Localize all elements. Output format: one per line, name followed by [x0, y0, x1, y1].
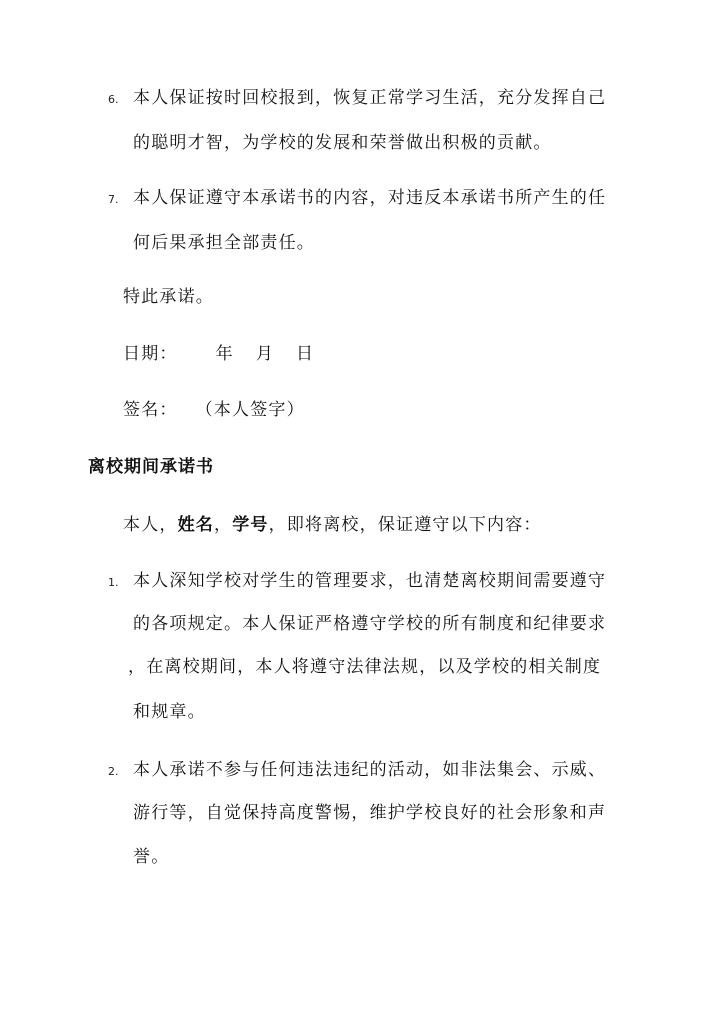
item6-line2: 的聪明才智，为学校的发展和荣誉做出积极的贡献。	[133, 133, 552, 153]
item1-line2: 的各项规定。本人保证严格遵守学校的所有制度和纪律要求	[133, 614, 607, 634]
section-title: 离校期间承诺书	[88, 457, 214, 477]
date-year: 年	[215, 344, 234, 364]
date-month: 月	[255, 344, 275, 364]
list-number-6: 6.	[108, 93, 119, 106]
intro-student-id: 学号	[232, 515, 269, 535]
closing-text: 特此承诺。	[123, 287, 214, 307]
intro-name: 姓名	[177, 515, 215, 535]
item1-line1: 本人深知学校对学生的管理要求，也清楚离校期间需要遵守	[133, 571, 607, 591]
signature-note: （本人签字）	[195, 400, 305, 420]
intro-line	[123, 513, 542, 537]
item1-line3: ，在离校期间，本人将遵守法律法规，以及学校的相关制度	[128, 657, 602, 677]
item7-line1: 本人保证遵守本承诺书的内容，对违反本承诺书所产生的任	[133, 188, 607, 208]
item2-line3: 誉。	[133, 847, 170, 867]
list-number-7: 7.	[108, 193, 119, 206]
date-day: 日	[296, 344, 315, 364]
date-line	[123, 342, 314, 366]
intro-prefix: 本人，	[123, 515, 178, 535]
list-number-2: 2.	[108, 765, 119, 778]
item2-line2: 游行等，自觉保持高度警惕，维护学校良好的社会形象和声	[133, 803, 607, 823]
item6-line1: 本人保证按时回校报到，恢复正常学习生活，充分发挥自己	[133, 88, 607, 108]
item1-line4: 和规章。	[133, 702, 206, 722]
date-label: 日期：	[123, 344, 178, 364]
item2-line1: 本人承诺不参与任何违法违纪的活动，如非法集会、示威、	[133, 760, 607, 780]
signature-line	[123, 398, 305, 422]
intro-suffix: ，即将离校，保证遵守以下内容：	[268, 515, 542, 535]
item7-line2: 何后果承担全部责任。	[133, 233, 315, 253]
intro-sep: ，	[214, 515, 233, 535]
list-number-1: 1.	[108, 576, 119, 589]
signature-label: 签名：	[123, 400, 178, 420]
